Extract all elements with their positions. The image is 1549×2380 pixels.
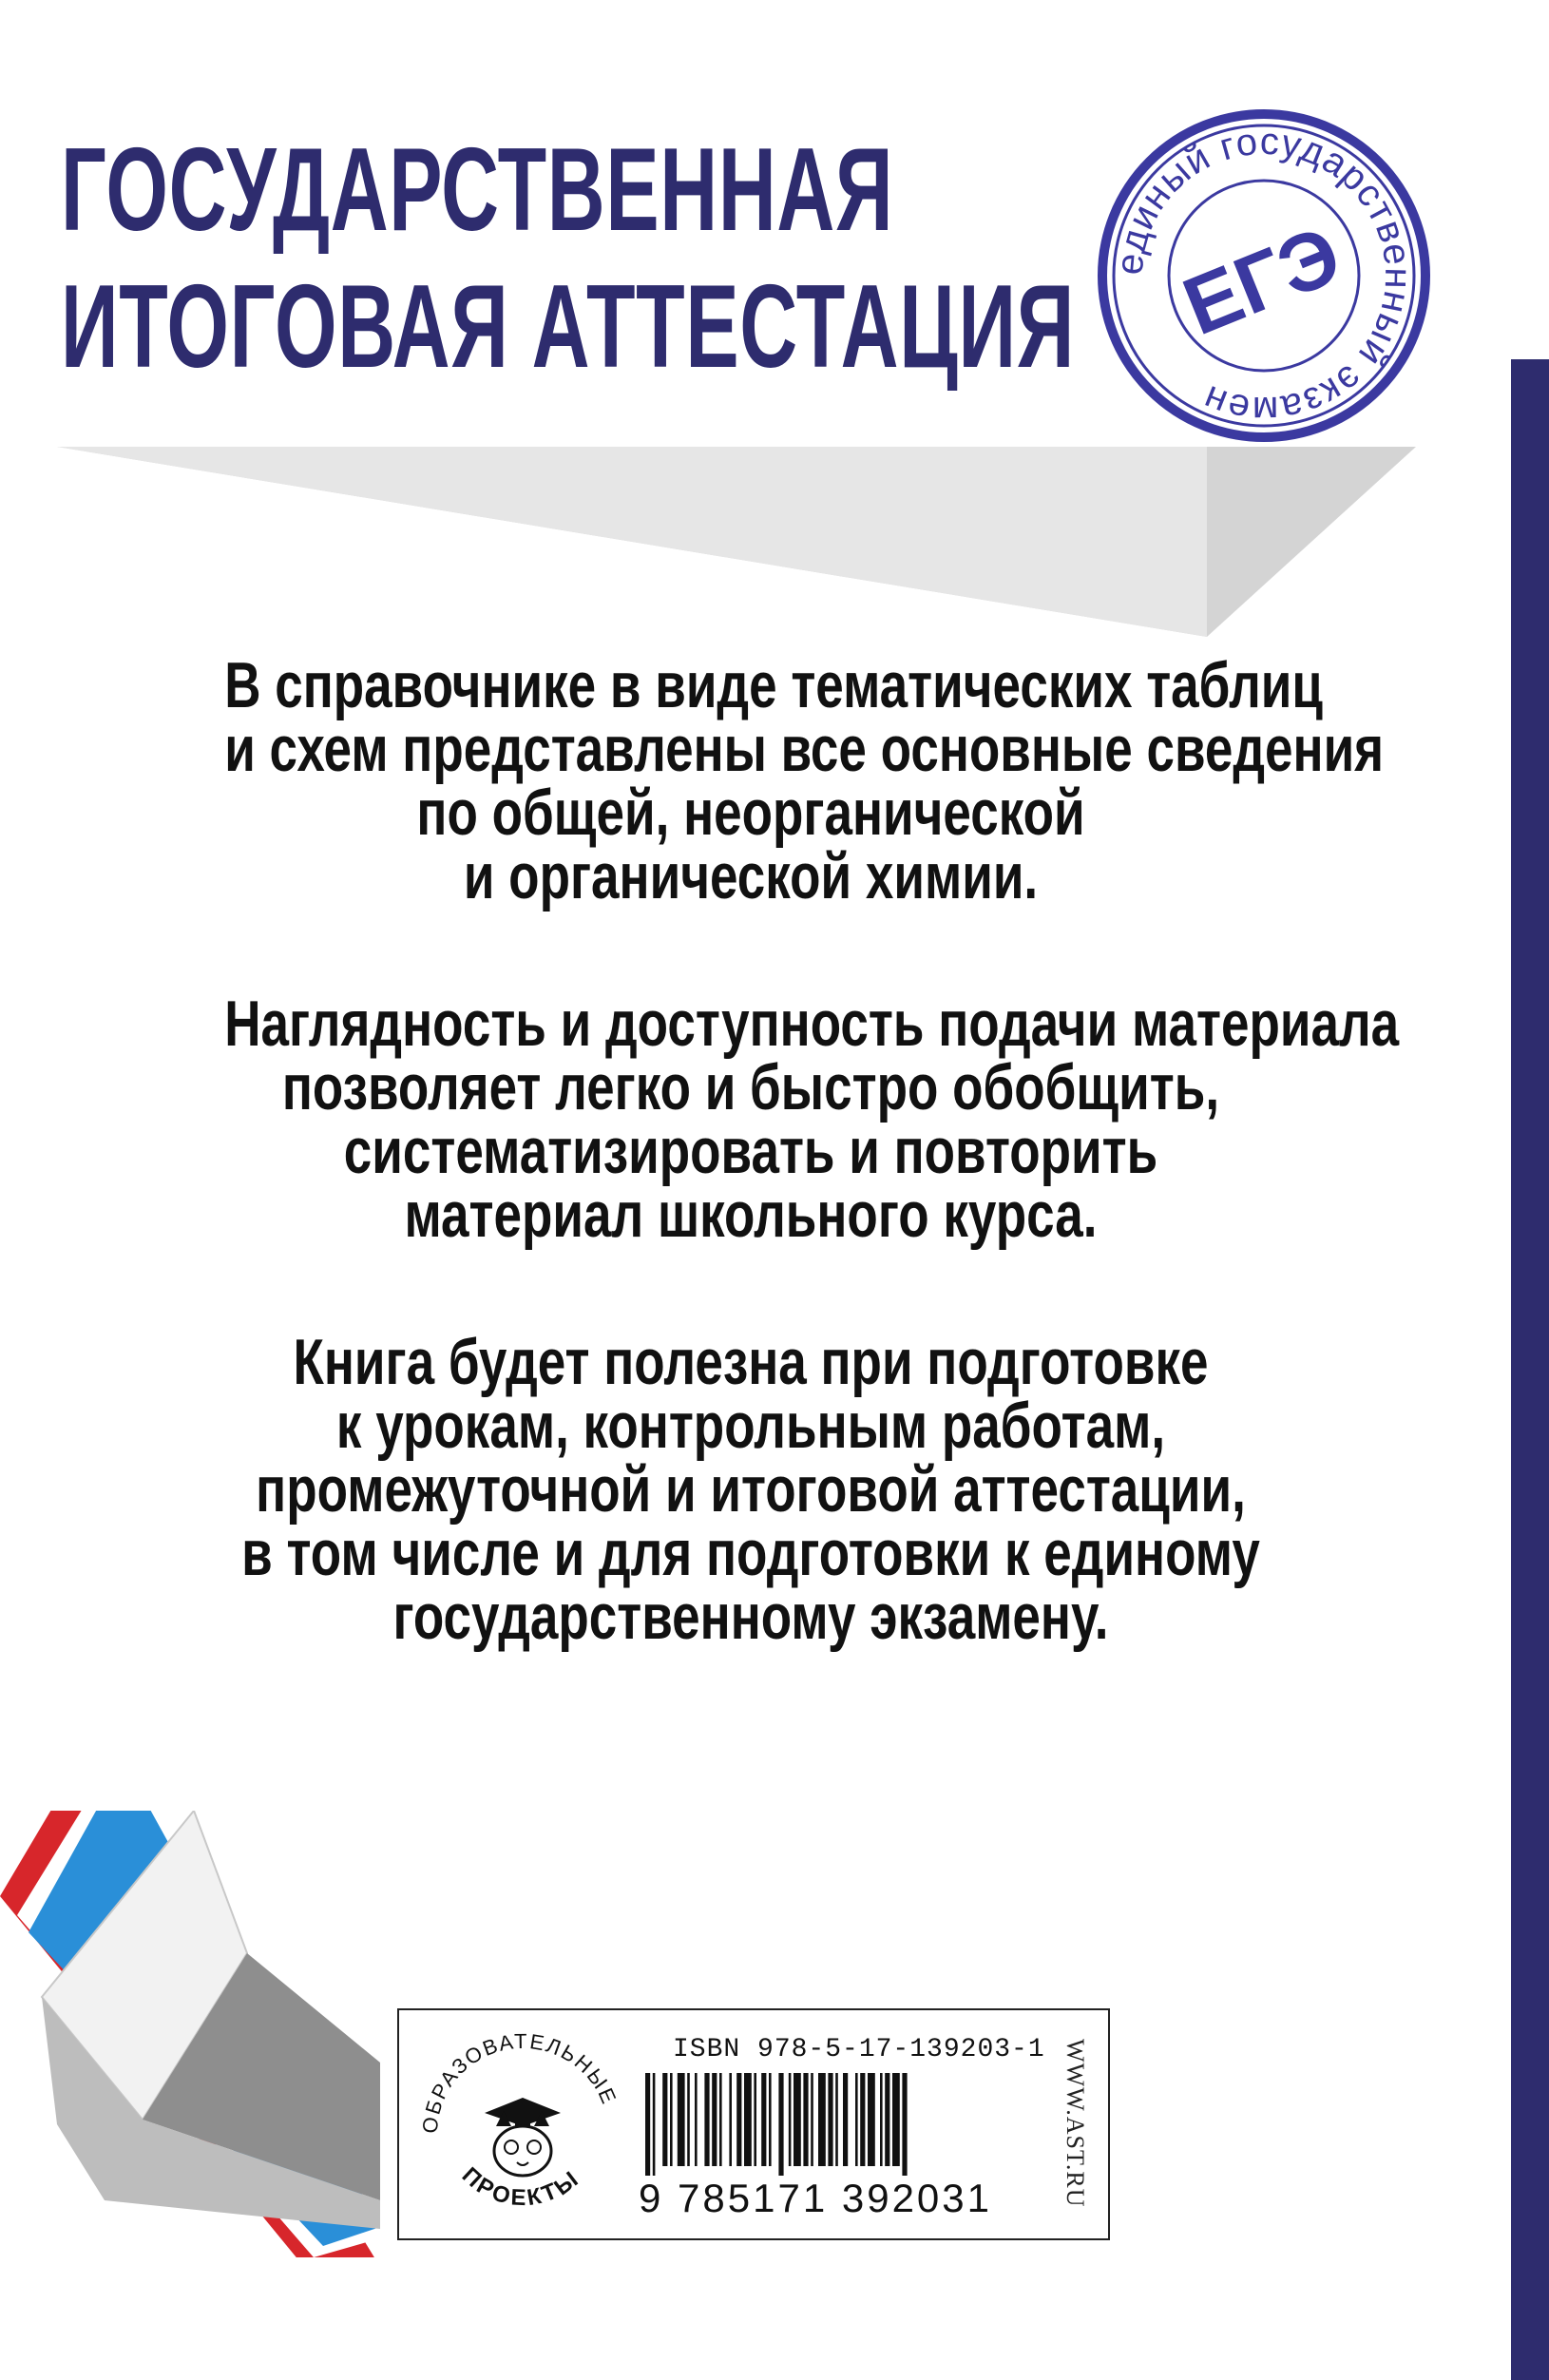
barcode-bar bbox=[811, 2073, 813, 2166]
barcode-bar bbox=[736, 2073, 741, 2166]
description-line: в том числе и для подготовки к единому bbox=[241, 1517, 1260, 1589]
description-line: Наглядность и доступность подачи материала bbox=[224, 988, 1400, 1060]
logo-text-bottom: ПРОЕКТЫ bbox=[456, 2162, 585, 2212]
description-line: позволяет легко и быстро обобщить, bbox=[281, 1051, 1220, 1123]
cover-title bbox=[61, 122, 1076, 395]
barcode-bar bbox=[662, 2073, 667, 2166]
barcode-bar bbox=[794, 2073, 801, 2166]
barcode-bar bbox=[653, 2073, 656, 2176]
barcode-bar bbox=[695, 2073, 698, 2166]
barcode-bar bbox=[855, 2073, 858, 2166]
barcode-bar bbox=[803, 2073, 808, 2166]
open-book-illustration bbox=[0, 1811, 399, 2257]
barcode-bar bbox=[761, 2073, 766, 2166]
barcode-bar bbox=[678, 2073, 685, 2166]
barcode-bar bbox=[835, 2073, 838, 2166]
barcode-bar bbox=[892, 2073, 900, 2166]
description-line: и органической химии. bbox=[463, 840, 1039, 912]
description-line: промежуточной и итоговой аттестации, bbox=[256, 1453, 1246, 1526]
isbn-label: ISBN 978-5-17-139203-1 bbox=[673, 2035, 1045, 2064]
barcode-bar bbox=[754, 2073, 756, 2166]
spine-strip bbox=[1511, 359, 1549, 2380]
description-paragraph-1 bbox=[76, 649, 1425, 912]
barcode-bar bbox=[885, 2073, 889, 2166]
title-line-2: ИТОГОВАЯ АТТЕСТАЦИЯ bbox=[61, 261, 1076, 393]
ege-stamp bbox=[1093, 105, 1435, 447]
description-paragraph-2 bbox=[76, 988, 1425, 1251]
barcode-bar bbox=[769, 2073, 772, 2166]
description-line: В справочнике в виде тематических таблиц bbox=[224, 649, 1324, 721]
stamp-center-text: ЕГЭ bbox=[1171, 208, 1353, 354]
description-line: по общей, неорганической bbox=[416, 777, 1085, 849]
barcode-bars bbox=[641, 2073, 1041, 2176]
barcode-bar bbox=[778, 2073, 783, 2176]
barcode-bar bbox=[860, 2073, 865, 2166]
barcode-panel bbox=[397, 2008, 1110, 2240]
logo-text-top: ОБРАЗОВАТЕЛЬНЫЕ bbox=[417, 2028, 622, 2135]
publisher-logo bbox=[409, 2020, 637, 2229]
publisher-website: WWW.AST.RU bbox=[1061, 2039, 1089, 2208]
gray-banner-wedge bbox=[0, 447, 1425, 646]
description-paragraph-3 bbox=[76, 1326, 1425, 1653]
barcode-bar bbox=[670, 2073, 673, 2166]
barcode-bar bbox=[729, 2073, 732, 2166]
stamp-ring-text: единый государственный экзамен bbox=[1108, 120, 1420, 432]
barcode-bar bbox=[818, 2073, 826, 2166]
description-line: и схем представлены все основные сведения bbox=[224, 713, 1385, 785]
cat-mascot-icon bbox=[485, 2098, 561, 2176]
barcode-bar bbox=[704, 2073, 709, 2166]
barcode-bar bbox=[828, 2073, 832, 2166]
title-line-1: ГОСУДАРСТВЕННАЯ bbox=[61, 125, 894, 256]
barcode-bar bbox=[645, 2073, 650, 2176]
barcode-bar bbox=[744, 2073, 752, 2166]
description-line: систематизировать и повторить bbox=[343, 1115, 1158, 1187]
description-line: материал школьного курса. bbox=[404, 1179, 1098, 1251]
barcode-bar bbox=[902, 2073, 907, 2176]
description-line: к урокам, контрольным работам, bbox=[335, 1390, 1166, 1462]
barcode-digits: 9 785171 392031 bbox=[639, 2176, 992, 2220]
barcode-bar bbox=[868, 2073, 875, 2166]
description-block bbox=[76, 649, 1425, 1733]
barcode-bar bbox=[789, 2073, 792, 2166]
description-line: государственному экзамену. bbox=[392, 1581, 1109, 1653]
barcode-bar bbox=[712, 2073, 717, 2166]
barcode-bar bbox=[880, 2073, 883, 2166]
description-line: Книга будет полезна при подготовке bbox=[293, 1326, 1209, 1398]
barcode-bar bbox=[719, 2073, 722, 2166]
barcode-bar bbox=[687, 2073, 690, 2166]
barcode-bar bbox=[843, 2073, 848, 2166]
